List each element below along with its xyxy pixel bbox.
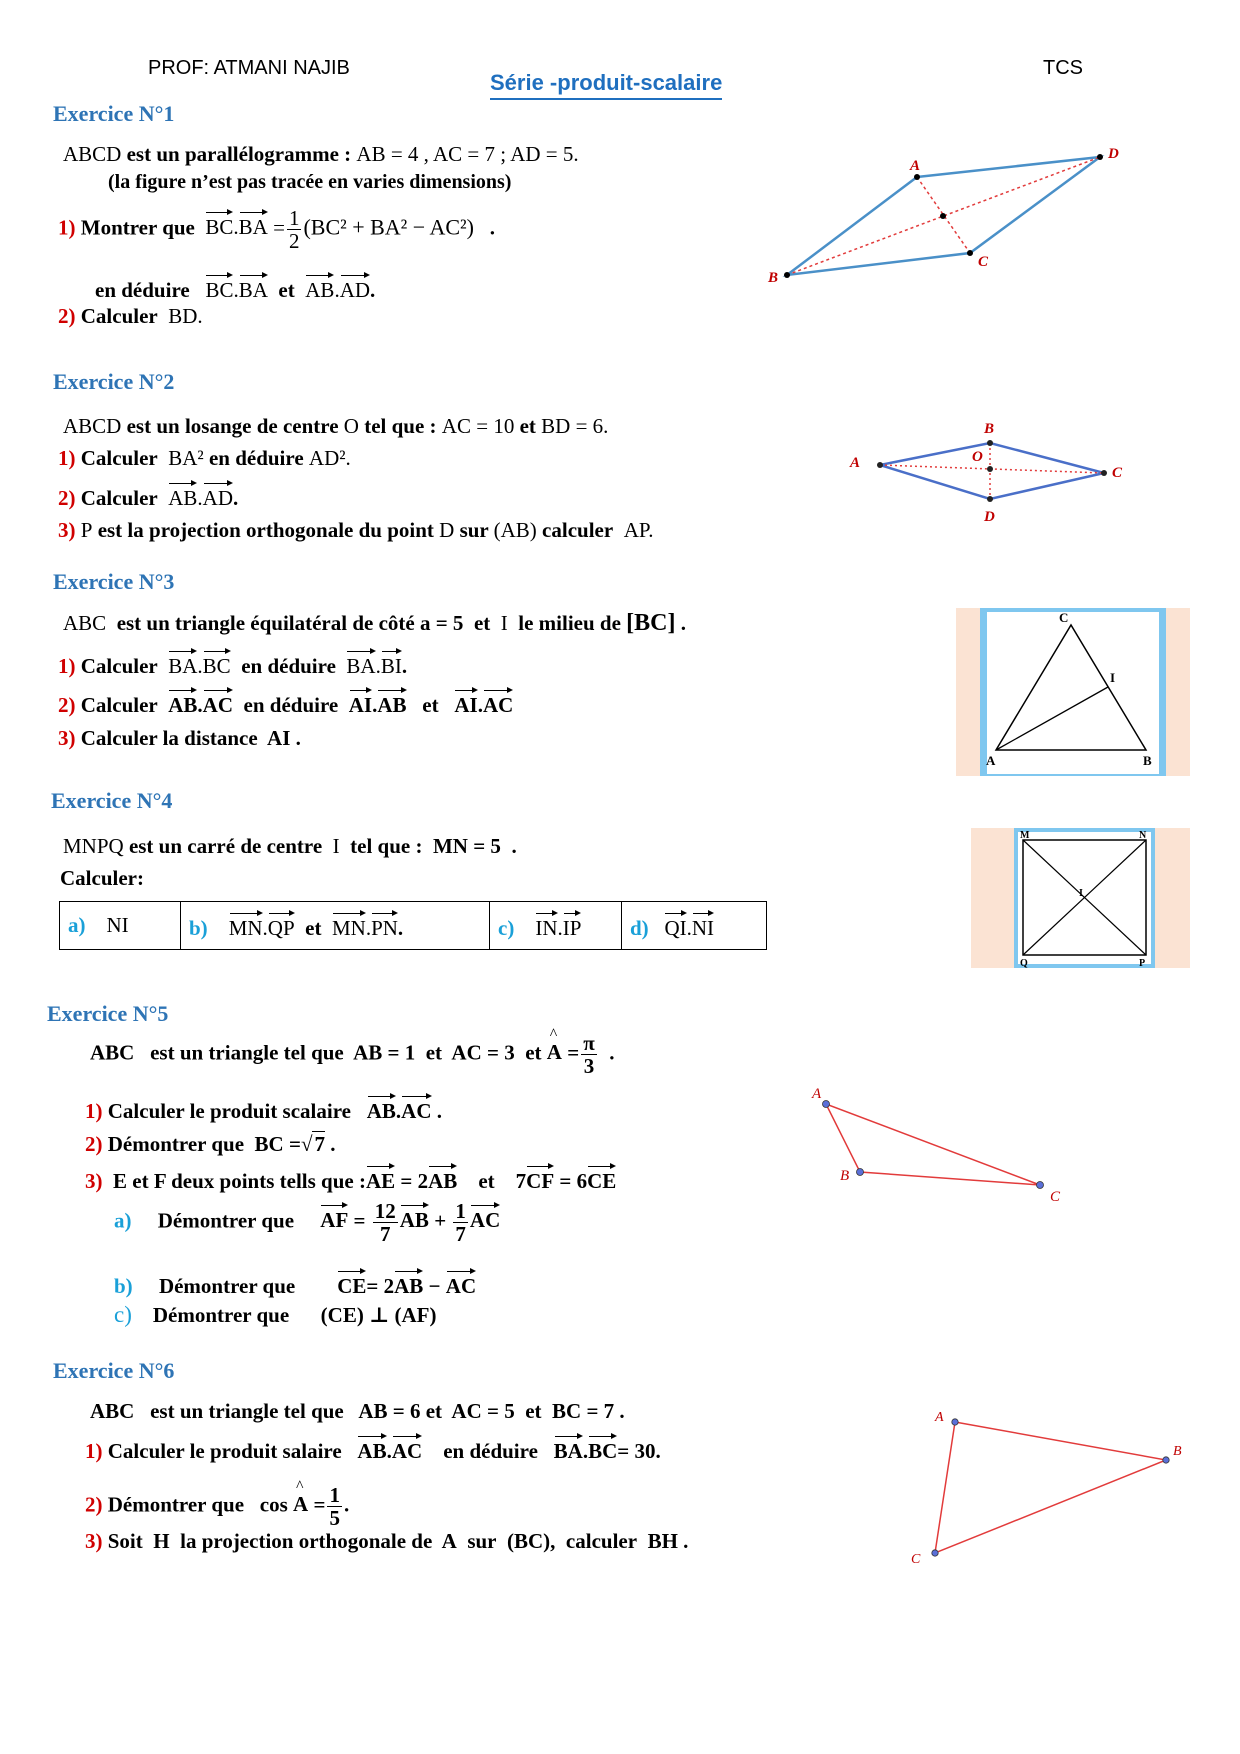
exercise-6-heading: Exercice N°6 xyxy=(53,1358,175,1383)
exercise-2-heading: Exercice N°2 xyxy=(53,369,175,394)
label-d: D xyxy=(1108,146,1119,162)
point-a xyxy=(823,1101,830,1108)
ex5-question-1: 1) Calculer le produit scalaire AB.AC . xyxy=(85,1093,442,1124)
label-a: A xyxy=(910,158,921,174)
point-a xyxy=(952,1419,958,1425)
triangle-figure-frame xyxy=(956,608,1190,776)
ex2-question-1: 1) Calculer BA² en déduire AD². xyxy=(58,446,351,470)
ex1-question-1b: en déduire BC.BA et AB.AD. xyxy=(95,272,375,303)
triangle-abc xyxy=(996,625,1146,750)
point-c xyxy=(967,250,973,256)
ex2-statement: ABCD est un losange de centre O tel que : AC = 10 et BD = 6. xyxy=(63,414,609,438)
label-i: I xyxy=(1079,888,1083,899)
ex5-statement: ABC est un triangle tel que AB = 1 et AC = 3 et ^ A = $\frac{\pi}{3}$ . xyxy=(90,1032,614,1077)
label-n: N xyxy=(1139,830,1147,841)
label-b: B xyxy=(1143,753,1152,768)
triangle-figure xyxy=(956,608,1190,776)
triangle-figure-ex5 xyxy=(800,1078,1090,1208)
segment-ai xyxy=(996,687,1108,750)
ex5-question-3: 3) E et F deux points tells que :AE = 2AB et 7CF = 6CE xyxy=(85,1163,616,1194)
ex6-question-1: 1) Calculer le produit salaire AB.AC en déduire BA.BC= 30. xyxy=(85,1433,661,1464)
ex5-question-3c: c) Démontrer que (CE) ⊥ (AF) xyxy=(114,1302,437,1327)
ex6-question-2: 2) Démontrer que cos ^ A = $\frac{1}{5}$ . xyxy=(85,1484,349,1529)
label-b: B xyxy=(984,421,995,437)
ex1-note: (la figure n’est pas tracée en varies dimensions) xyxy=(108,171,512,193)
label-b: B xyxy=(840,1168,850,1184)
ex4-statement: MNPQ est un carré de centre I tel que : MN = 5 . xyxy=(63,834,517,858)
ex5-question-3b: b) Démontrer que CE= 2AB − AC xyxy=(114,1268,476,1299)
page-title: Série -produit-scalaire xyxy=(490,70,722,100)
cell-b: b) MN.QP et MN.PN. xyxy=(181,902,490,950)
triangle-abc xyxy=(935,1422,1166,1553)
exercise-5-heading: Exercice N°5 xyxy=(47,1001,169,1026)
ex5-question-3a: a) Démontrer que AF = $\frac{12}{7}$ AB + $\frac{1}{7}$ AC xyxy=(114,1199,501,1247)
teacher-name: PROF: ATMANI NAJIB xyxy=(148,57,350,79)
label-a: A xyxy=(812,1086,822,1102)
ex1-question-2: 2) Calculer BD. xyxy=(58,304,203,328)
point-b xyxy=(857,1169,864,1176)
point-b xyxy=(1163,1457,1169,1463)
ex4-calculate-label: Calculer: xyxy=(60,866,144,890)
ex2-question-3: 3) P est la projection orthogonale du point D sur (AB) calculer AP. xyxy=(58,518,654,542)
point-c xyxy=(932,1550,938,1556)
label-d: D xyxy=(984,509,995,525)
ex3-question-1: 1) Calculer BA.BC en déduire BA.BI. xyxy=(58,648,407,679)
point-b xyxy=(784,272,790,278)
point-b xyxy=(987,440,993,446)
point-o xyxy=(987,466,993,472)
label-a: A xyxy=(935,1410,944,1425)
label-o: O xyxy=(972,449,983,465)
label-c: C xyxy=(1112,465,1123,481)
rhombus-figure xyxy=(840,415,1140,530)
label-b: B xyxy=(768,270,779,286)
ex1-statement: ABCD est un parallélogramme : AB = 4 , AC = 7 ; AD = 5. xyxy=(63,142,579,166)
ex5-question-2: 2) Démontrer que BC =√7 . xyxy=(85,1132,336,1156)
point-a xyxy=(877,462,883,468)
point-c xyxy=(1037,1182,1044,1189)
ex2-question-2: 2) Calculer AB.AD. xyxy=(58,480,238,511)
ex1-question-1: 1) Montrer que BC.BA = $\frac{1}{2}$ (BC² + BA² − AC²) . xyxy=(58,206,495,254)
ex4-questions-table xyxy=(59,901,767,950)
point-c xyxy=(1101,470,1107,476)
label-c: C xyxy=(911,1552,921,1567)
ex3-question-3: 3) Calculer la distance AI . xyxy=(58,726,301,750)
label-q: Q xyxy=(1020,958,1028,968)
square-figure-frame xyxy=(971,828,1190,968)
label-i: I xyxy=(1110,670,1116,685)
ex6-statement: ABC est un triangle tel que AB = 6 et AC = 5 et BC = 7 . xyxy=(90,1399,625,1423)
point-d xyxy=(1097,154,1103,160)
ex3-statement: ABC est un triangle équilatéral de côté a = 5 et I le milieu de [BC] . xyxy=(63,610,686,636)
label-p: P xyxy=(1139,958,1146,968)
label-a: A xyxy=(850,455,861,471)
square-figure xyxy=(971,828,1190,968)
label-c: C xyxy=(1059,610,1069,625)
cell-c: c) IN.IP xyxy=(490,902,622,950)
label-b: B xyxy=(1173,1444,1182,1459)
exercise-3-heading: Exercice N°3 xyxy=(53,569,175,594)
label-a: A xyxy=(986,753,996,768)
label-m: M xyxy=(1020,830,1030,841)
ex6-question-3: 3) Soit H la projection orthogonale de A sur (BC), calculer BH . xyxy=(85,1529,689,1553)
ex3-question-2: 2) Calculer AB.AC en déduire AI.AB et AI.AC xyxy=(58,687,513,718)
point-center xyxy=(940,213,946,219)
point-a xyxy=(914,174,920,180)
label-c: C xyxy=(1050,1189,1061,1205)
point-d xyxy=(987,496,993,502)
cell-a: a) NI xyxy=(60,902,181,950)
label-c: C xyxy=(978,254,989,270)
parallelogram-figure xyxy=(760,140,1130,290)
cell-d: d) QI.NI xyxy=(622,902,767,950)
exercise-1-heading: Exercice N°1 xyxy=(53,101,175,126)
level-label: TCS xyxy=(1043,57,1083,79)
exercise-4-heading: Exercice N°4 xyxy=(51,788,173,813)
triangle-figure-ex6 xyxy=(895,1405,1195,1570)
